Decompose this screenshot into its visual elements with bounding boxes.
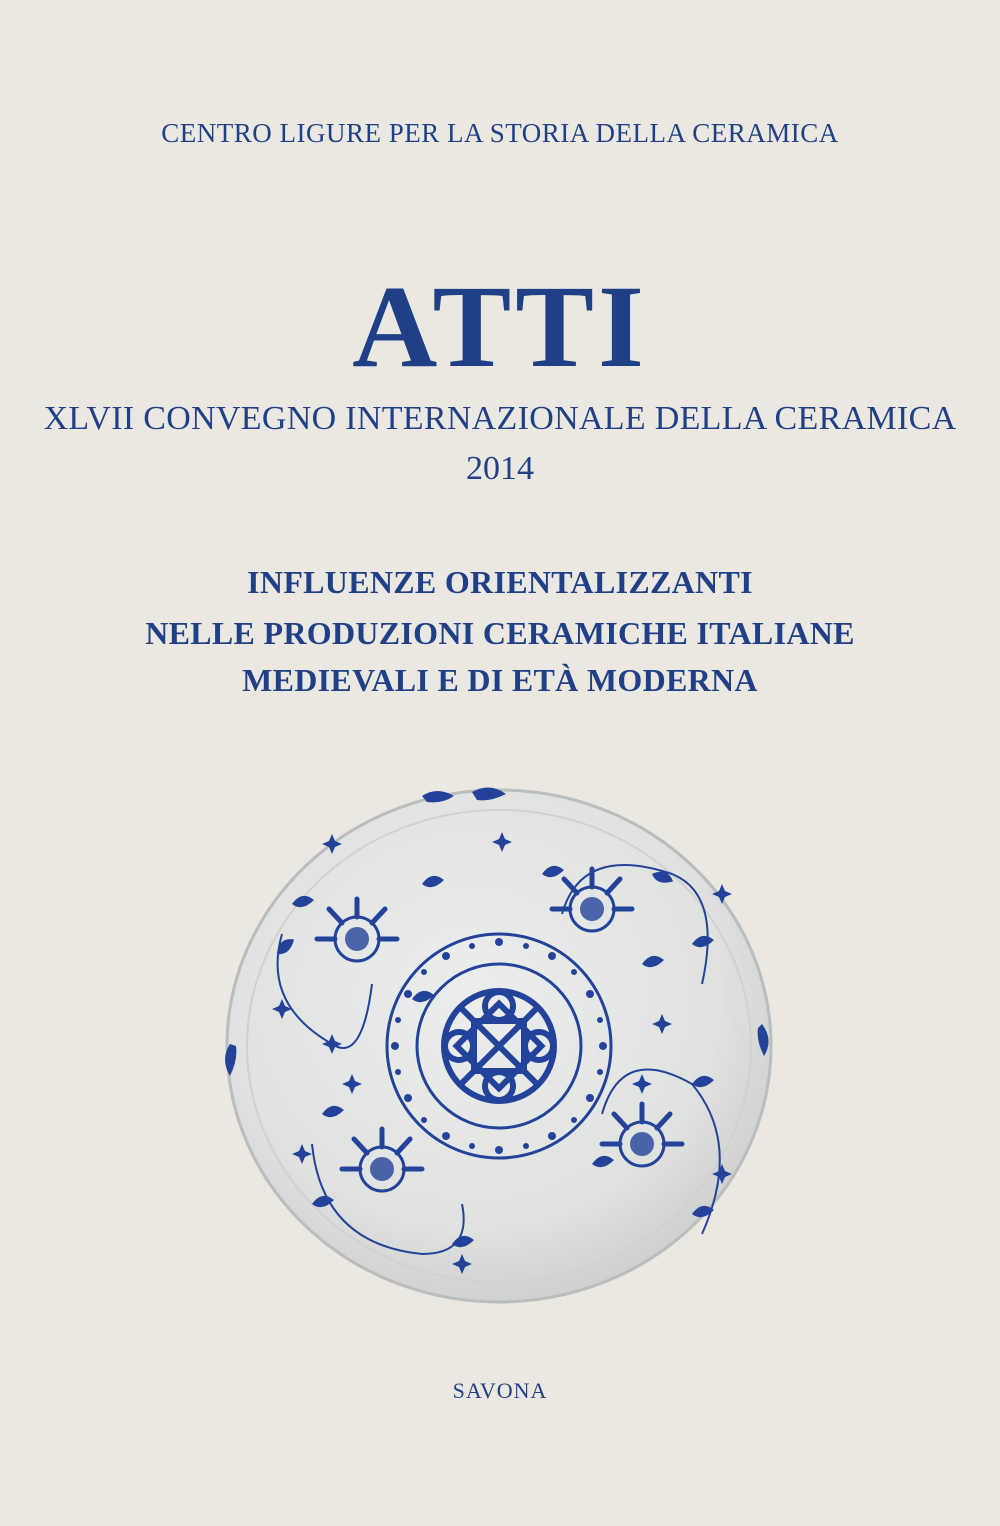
publisher-name: CENTRO LIGURE PER LA STORIA DELLA CERAMICA xyxy=(161,118,839,148)
publication-city: SAVONA xyxy=(452,1378,548,1403)
conference-year: 2014 xyxy=(466,450,534,487)
ceramic-plate-image xyxy=(222,784,777,1304)
subtitle-line-3: MEDIEVALI E DI ETÀ MODERNA xyxy=(242,662,758,698)
conference-name: XLVII CONVEGNO INTERNAZIONALE DELLA CERAMICA xyxy=(43,400,957,437)
subtitle-line-1: INFLUENZE ORIENTALIZZANTI xyxy=(247,564,753,600)
book-title: ATTI xyxy=(352,261,648,392)
subtitle-line-2: NELLE PRODUZIONI CERAMICHE ITALIANE xyxy=(145,615,855,651)
